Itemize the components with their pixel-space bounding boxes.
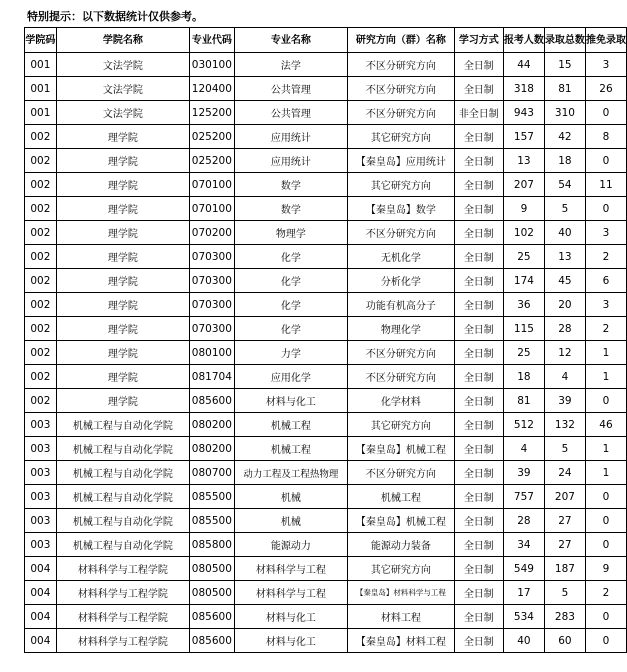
cell-college-name: 材料科学与工程学院	[56, 629, 189, 653]
cell-college-name: 理学院	[56, 317, 189, 341]
table-row	[25, 581, 627, 605]
cell-major-code: 085500	[189, 509, 234, 533]
cell-admitted-total: 132	[544, 413, 585, 437]
cell-research-direction: 【秦皇岛】材料工程	[347, 629, 454, 653]
cell-admitted-total: 5	[544, 437, 585, 461]
cell-applicants: 757	[503, 485, 544, 509]
cell-college-name: 理学院	[56, 341, 189, 365]
cell-major-code: 085500	[189, 485, 234, 509]
cell-recommended: 0	[585, 101, 626, 125]
cell-recommended: 11	[585, 173, 626, 197]
table-row	[25, 509, 627, 533]
cell-college-code: 002	[25, 365, 57, 389]
cell-applicants: 512	[503, 413, 544, 437]
cell-college-code: 002	[25, 269, 57, 293]
cell-recommended: 0	[585, 485, 626, 509]
cell-research-direction: 其它研究方向	[347, 125, 454, 149]
cell-research-direction: 不区分研究方向	[347, 101, 454, 125]
cell-recommended: 2	[585, 245, 626, 269]
cell-college-code: 002	[25, 125, 57, 149]
cell-recommended: 3	[585, 221, 626, 245]
cell-recommended: 0	[585, 533, 626, 557]
cell-college-code: 004	[25, 605, 57, 629]
cell-college-name: 文法学院	[56, 101, 189, 125]
cell-college-code: 002	[25, 389, 57, 413]
table-row	[25, 629, 627, 653]
cell-college-code: 003	[25, 485, 57, 509]
cell-study-mode: 全日制	[454, 413, 503, 437]
table-row	[25, 461, 627, 485]
cell-recommended: 9	[585, 557, 626, 581]
cell-applicants: 44	[503, 53, 544, 77]
cell-college-code: 002	[25, 173, 57, 197]
cell-study-mode: 全日制	[454, 149, 503, 173]
cell-major-name: 法学	[234, 53, 347, 77]
cell-applicants: 81	[503, 389, 544, 413]
cell-college-code: 001	[25, 53, 57, 77]
cell-applicants: 534	[503, 605, 544, 629]
cell-recommended: 0	[585, 509, 626, 533]
cell-college-name: 理学院	[56, 389, 189, 413]
cell-recommended: 1	[585, 437, 626, 461]
cell-study-mode: 全日制	[454, 629, 503, 653]
cell-college-name: 材料科学与工程学院	[56, 581, 189, 605]
cell-applicants: 18	[503, 365, 544, 389]
table-row	[25, 605, 627, 629]
table-row	[25, 197, 627, 221]
cell-major-name: 材料与化工	[234, 605, 347, 629]
cell-recommended: 3	[585, 293, 626, 317]
cell-research-direction: 其它研究方向	[347, 557, 454, 581]
cell-admitted-total: 283	[544, 605, 585, 629]
cell-study-mode: 全日制	[454, 125, 503, 149]
cell-study-mode: 全日制	[454, 485, 503, 509]
cell-major-code: 085800	[189, 533, 234, 557]
table-row	[25, 173, 627, 197]
cell-college-code: 004	[25, 581, 57, 605]
cell-major-name: 应用化学	[234, 365, 347, 389]
table-row	[25, 533, 627, 557]
cell-recommended: 1	[585, 365, 626, 389]
cell-major-code: 030100	[189, 53, 234, 77]
cell-research-direction: 不区分研究方向	[347, 365, 454, 389]
cell-college-name: 文法学院	[56, 53, 189, 77]
cell-college-name: 理学院	[56, 365, 189, 389]
cell-recommended: 26	[585, 77, 626, 101]
cell-major-name: 化学	[234, 317, 347, 341]
cell-applicants: 25	[503, 341, 544, 365]
cell-major-code: 070200	[189, 221, 234, 245]
cell-research-direction: 不区分研究方向	[347, 461, 454, 485]
cell-major-code: 080500	[189, 557, 234, 581]
cell-research-direction: 无机化学	[347, 245, 454, 269]
header-major-name: 专业名称	[234, 28, 347, 53]
cell-major-code: 120400	[189, 77, 234, 101]
cell-research-direction: 能源动力装备	[347, 533, 454, 557]
cell-study-mode: 全日制	[454, 437, 503, 461]
cell-recommended: 6	[585, 269, 626, 293]
cell-study-mode: 全日制	[454, 53, 503, 77]
cell-major-name: 能源动力	[234, 533, 347, 557]
cell-college-code: 002	[25, 149, 57, 173]
table-row	[25, 269, 627, 293]
cell-study-mode: 全日制	[454, 389, 503, 413]
cell-major-name: 机械	[234, 485, 347, 509]
cell-major-name: 材料与化工	[234, 629, 347, 653]
header-admitted-total: 录取总数	[544, 28, 585, 53]
table-row	[25, 221, 627, 245]
cell-research-direction: 物理化学	[347, 317, 454, 341]
cell-major-code: 070300	[189, 245, 234, 269]
cell-applicants: 943	[503, 101, 544, 125]
cell-major-name: 公共管理	[234, 77, 347, 101]
cell-research-direction: 化学材料	[347, 389, 454, 413]
cell-study-mode: 全日制	[454, 173, 503, 197]
cell-college-code: 004	[25, 557, 57, 581]
cell-recommended: 2	[585, 581, 626, 605]
cell-recommended: 0	[585, 389, 626, 413]
cell-college-code: 004	[25, 629, 57, 653]
cell-college-name: 机械工程与自动化学院	[56, 437, 189, 461]
notice-text: 特别提示：以下数据统计仅供参考。	[27, 10, 203, 23]
cell-college-name: 机械工程与自动化学院	[56, 485, 189, 509]
cell-major-name: 材料与化工	[234, 389, 347, 413]
table-row	[25, 149, 627, 173]
cell-college-name: 理学院	[56, 221, 189, 245]
cell-major-name: 数学	[234, 197, 347, 221]
cell-admitted-total: 54	[544, 173, 585, 197]
cell-admitted-total: 5	[544, 197, 585, 221]
cell-major-code: 125200	[189, 101, 234, 125]
cell-major-name: 机械工程	[234, 413, 347, 437]
cell-research-direction: 不区分研究方向	[347, 53, 454, 77]
cell-admitted-total: 310	[544, 101, 585, 125]
cell-college-name: 理学院	[56, 269, 189, 293]
cell-college-code: 002	[25, 245, 57, 269]
cell-major-code: 025200	[189, 125, 234, 149]
cell-college-name: 材料科学与工程学院	[56, 605, 189, 629]
cell-major-code: 085600	[189, 605, 234, 629]
cell-admitted-total: 15	[544, 53, 585, 77]
cell-recommended: 1	[585, 341, 626, 365]
cell-research-direction: 其它研究方向	[347, 413, 454, 437]
cell-research-direction: 功能有机高分子	[347, 293, 454, 317]
cell-applicants: 102	[503, 221, 544, 245]
table-row	[25, 293, 627, 317]
cell-admitted-total: 18	[544, 149, 585, 173]
cell-applicants: 28	[503, 509, 544, 533]
cell-recommended: 2	[585, 317, 626, 341]
cell-admitted-total: 27	[544, 509, 585, 533]
cell-college-name: 机械工程与自动化学院	[56, 461, 189, 485]
cell-research-direction: 材料工程	[347, 605, 454, 629]
table-header-row	[25, 28, 627, 53]
cell-major-name: 力学	[234, 341, 347, 365]
cell-recommended: 0	[585, 605, 626, 629]
cell-major-name: 动力工程及工程热物理	[234, 461, 347, 485]
cell-major-code: 070100	[189, 173, 234, 197]
table-row	[25, 125, 627, 149]
cell-college-name: 机械工程与自动化学院	[56, 533, 189, 557]
cell-major-code: 080100	[189, 341, 234, 365]
cell-college-code: 001	[25, 77, 57, 101]
cell-major-code: 085600	[189, 389, 234, 413]
cell-study-mode: 全日制	[454, 581, 503, 605]
cell-study-mode: 全日制	[454, 509, 503, 533]
cell-college-code: 002	[25, 197, 57, 221]
cell-major-name: 材料科学与工程	[234, 557, 347, 581]
cell-research-direction: 【秦皇岛】机械工程	[347, 509, 454, 533]
cell-applicants: 318	[503, 77, 544, 101]
cell-study-mode: 全日制	[454, 293, 503, 317]
header-college-name: 学院名称	[56, 28, 189, 53]
cell-major-code: 081704	[189, 365, 234, 389]
table-row	[25, 53, 627, 77]
cell-admitted-total: 60	[544, 629, 585, 653]
header-study-mode: 学习方式	[454, 28, 503, 53]
cell-recommended: 1	[585, 461, 626, 485]
cell-college-code: 002	[25, 293, 57, 317]
table-row	[25, 365, 627, 389]
cell-applicants: 25	[503, 245, 544, 269]
cell-admitted-total: 39	[544, 389, 585, 413]
cell-major-code: 080200	[189, 413, 234, 437]
cell-college-name: 理学院	[56, 245, 189, 269]
cell-major-name: 应用统计	[234, 125, 347, 149]
cell-major-name: 机械	[234, 509, 347, 533]
cell-applicants: 13	[503, 149, 544, 173]
cell-study-mode: 全日制	[454, 245, 503, 269]
table-row	[25, 413, 627, 437]
header-college-code: 学院码	[25, 28, 57, 53]
cell-admitted-total: 24	[544, 461, 585, 485]
cell-major-code: 080700	[189, 461, 234, 485]
cell-research-direction: 【秦皇岛】应用统计	[347, 149, 454, 173]
table-row	[25, 245, 627, 269]
cell-major-code: 025200	[189, 149, 234, 173]
cell-college-name: 机械工程与自动化学院	[56, 413, 189, 437]
cell-admitted-total: 4	[544, 365, 585, 389]
cell-recommended: 46	[585, 413, 626, 437]
cell-major-name: 数学	[234, 173, 347, 197]
cell-research-direction: 不区分研究方向	[347, 341, 454, 365]
cell-recommended: 0	[585, 629, 626, 653]
cell-applicants: 17	[503, 581, 544, 605]
cell-college-code: 002	[25, 341, 57, 365]
cell-study-mode: 全日制	[454, 197, 503, 221]
cell-college-code: 003	[25, 461, 57, 485]
cell-college-code: 003	[25, 413, 57, 437]
cell-major-code: 080200	[189, 437, 234, 461]
cell-major-code: 070100	[189, 197, 234, 221]
cell-major-code: 070300	[189, 269, 234, 293]
header-recommended: 推免录取	[585, 28, 626, 53]
cell-college-code: 001	[25, 101, 57, 125]
cell-major-name: 材料科学与工程	[234, 581, 347, 605]
cell-applicants: 115	[503, 317, 544, 341]
cell-applicants: 9	[503, 197, 544, 221]
cell-admitted-total: 5	[544, 581, 585, 605]
cell-major-name: 化学	[234, 293, 347, 317]
cell-college-name: 文法学院	[56, 77, 189, 101]
cell-college-name: 理学院	[56, 173, 189, 197]
table-row	[25, 557, 627, 581]
cell-research-direction: 不区分研究方向	[347, 77, 454, 101]
cell-major-name: 化学	[234, 245, 347, 269]
cell-applicants: 174	[503, 269, 544, 293]
cell-applicants: 207	[503, 173, 544, 197]
cell-applicants: 157	[503, 125, 544, 149]
cell-college-code: 003	[25, 437, 57, 461]
table-row	[25, 341, 627, 365]
table-body	[25, 53, 627, 653]
cell-college-name: 机械工程与自动化学院	[56, 509, 189, 533]
cell-study-mode: 全日制	[454, 317, 503, 341]
admission-table	[24, 27, 627, 653]
cell-college-code: 002	[25, 317, 57, 341]
cell-study-mode: 全日制	[454, 557, 503, 581]
cell-recommended: 3	[585, 53, 626, 77]
cell-major-code: 080500	[189, 581, 234, 605]
header-research-direction: 研究方向（群）名称	[347, 28, 454, 53]
cell-major-name: 化学	[234, 269, 347, 293]
cell-study-mode: 全日制	[454, 605, 503, 629]
table-row	[25, 389, 627, 413]
cell-college-name: 理学院	[56, 197, 189, 221]
cell-admitted-total: 81	[544, 77, 585, 101]
cell-recommended: 8	[585, 125, 626, 149]
cell-college-name: 材料科学与工程学院	[56, 557, 189, 581]
cell-college-name: 理学院	[56, 149, 189, 173]
cell-applicants: 39	[503, 461, 544, 485]
cell-research-direction: 其它研究方向	[347, 173, 454, 197]
cell-study-mode: 全日制	[454, 365, 503, 389]
cell-major-code: 070300	[189, 317, 234, 341]
cell-study-mode: 全日制	[454, 77, 503, 101]
cell-research-direction: 【秦皇岛】机械工程	[347, 437, 454, 461]
cell-college-code: 003	[25, 533, 57, 557]
cell-admitted-total: 20	[544, 293, 585, 317]
cell-admitted-total: 13	[544, 245, 585, 269]
cell-major-name: 应用统计	[234, 149, 347, 173]
header-major-code: 专业代码	[189, 28, 234, 53]
cell-research-direction: 【秦皇岛】材料科学与工程	[347, 581, 454, 605]
cell-study-mode: 全日制	[454, 533, 503, 557]
cell-college-code: 002	[25, 221, 57, 245]
cell-college-name: 理学院	[56, 293, 189, 317]
cell-admitted-total: 42	[544, 125, 585, 149]
cell-research-direction: 分析化学	[347, 269, 454, 293]
table-row	[25, 77, 627, 101]
cell-college-code: 003	[25, 509, 57, 533]
cell-admitted-total: 40	[544, 221, 585, 245]
cell-major-name: 公共管理	[234, 101, 347, 125]
cell-study-mode: 全日制	[454, 221, 503, 245]
cell-admitted-total: 45	[544, 269, 585, 293]
cell-study-mode: 非全日制	[454, 101, 503, 125]
table-row	[25, 101, 627, 125]
cell-college-name: 理学院	[56, 125, 189, 149]
cell-recommended: 0	[585, 197, 626, 221]
cell-major-code: 085600	[189, 629, 234, 653]
cell-major-code: 070300	[189, 293, 234, 317]
cell-research-direction: 机械工程	[347, 485, 454, 509]
cell-admitted-total: 187	[544, 557, 585, 581]
cell-admitted-total: 12	[544, 341, 585, 365]
cell-study-mode: 全日制	[454, 461, 503, 485]
cell-research-direction: 【秦皇岛】数学	[347, 197, 454, 221]
cell-applicants: 36	[503, 293, 544, 317]
cell-admitted-total: 28	[544, 317, 585, 341]
cell-admitted-total: 207	[544, 485, 585, 509]
cell-recommended: 0	[585, 149, 626, 173]
cell-research-direction: 不区分研究方向	[347, 221, 454, 245]
cell-major-name: 物理学	[234, 221, 347, 245]
cell-admitted-total: 27	[544, 533, 585, 557]
cell-applicants: 549	[503, 557, 544, 581]
cell-applicants: 40	[503, 629, 544, 653]
table-row	[25, 317, 627, 341]
table-row	[25, 485, 627, 509]
cell-study-mode: 全日制	[454, 269, 503, 293]
header-applicants: 报考人数	[503, 28, 544, 53]
cell-applicants: 34	[503, 533, 544, 557]
table-row	[25, 437, 627, 461]
cell-major-name: 机械工程	[234, 437, 347, 461]
cell-applicants: 4	[503, 437, 544, 461]
cell-study-mode: 全日制	[454, 341, 503, 365]
